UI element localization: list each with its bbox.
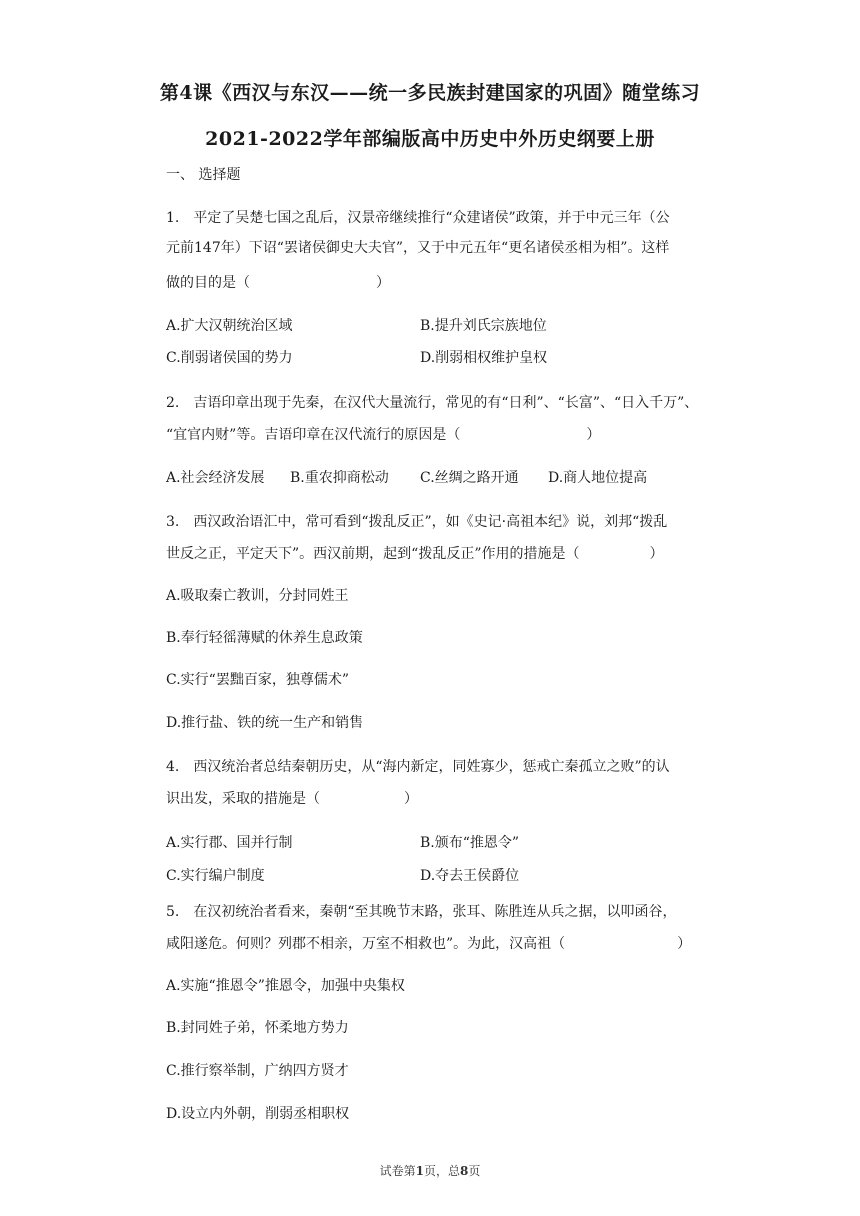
question-1-line-3: 做的目的是（ ）: [166, 275, 390, 291]
question-2-line-2: “宜官内财”等。吉语印章在汉代流行的原因是（ ）: [166, 427, 601, 443]
question-2-line-1: 2. 吉语印章出现于先秦，在汉代大量流行，常见的有“日利”、“长富”、“日入千万”、: [166, 395, 699, 411]
question-2-option-b: B.重农抑商松动: [290, 470, 389, 486]
question-4-option-c: C.实行编户制度: [166, 868, 265, 884]
question-5-line-2: 咸阳遂危。何则？列郡不相亲，万室不相救也”。为此，汉高祖（ ）: [166, 936, 692, 952]
question-3-option-a: A.吸取秦亡教训，分封同姓王: [166, 588, 349, 604]
question-5-option-b: B.封同姓子弟，怀柔地方势力: [166, 1020, 349, 1036]
question-4-option-a: A.实行郡、国并行制: [166, 835, 293, 851]
question-1-line-2: 元前147年）下诏“罢诸侯御史大夫官”，又于中元五年“更名诸侯丞相为相”。这样: [166, 240, 670, 256]
question-4-option-b: B.颁布“推恩令”: [420, 835, 520, 851]
question-5-option-d: D.设立内外朝，削弱丞相职权: [166, 1106, 350, 1122]
question-2-option-c: C.丝绸之路开通: [420, 470, 519, 486]
question-2-option-a: A.社会经济发展: [166, 470, 265, 486]
footer-total-pages: 8: [460, 1164, 469, 1178]
question-5-line-1: 5. 在汉初统治者看来，秦朝“至其晚节末路，张耳、陈胜连从兵之据，以叩函谷，: [166, 904, 677, 920]
page-subtitle: 2021-2022学年部编版高中历史中外历史纲要上册: [205, 128, 655, 150]
question-3-option-c: C.实行“罢黜百家，独尊儒术”: [166, 672, 349, 688]
footer-page-number: 1: [415, 1164, 424, 1178]
question-1-option-c: C.削弱诸侯国的势力: [166, 350, 293, 366]
footer-prefix: 试卷第: [379, 1164, 416, 1178]
question-4-line-1: 4. 西汉统治者总结秦朝历史，从“海内新定，同姓寡少，惩戒亡秦孤立之败”的认: [166, 759, 670, 775]
question-3-line-2: 世反之正，平定天下”。西汉前期，起到“拨乱反正”作用的措施是（ ）: [166, 546, 664, 562]
question-5-option-a: A.实施“推恩令”推恩令，加强中央集权: [166, 978, 405, 994]
section-heading: 一、 选择题: [166, 167, 241, 183]
question-4-line-2: 识出发，采取的措施是（ ）: [166, 791, 418, 807]
question-3-line-1: 3. 西汉政治语汇中，常可看到“拨乱反正”，如《史记·高祖本纪》说，刘邦“拨乱: [166, 514, 668, 530]
question-4-option-d: D.夺去王侯爵位: [420, 868, 520, 884]
footer-suffix: 页: [468, 1164, 481, 1178]
question-2-option-d: D.商人地位提高: [548, 470, 648, 486]
question-1-option-a: A.扩大汉朝统治区域: [166, 318, 293, 334]
footer-middle: 页，总: [423, 1164, 460, 1178]
question-3-option-b: B.奉行轻徭薄赋的休养生息政策: [166, 630, 363, 646]
question-5-option-c: C.推行察举制，广纳四方贤才: [166, 1063, 349, 1079]
page-title: 第4课《西汉与东汉——统一多民族封建国家的巩固》随堂练习: [159, 82, 701, 104]
page-footer: [0, 1162, 860, 1179]
question-3-option-d: D.推行盐、铁的统一生产和销售: [166, 715, 364, 731]
question-1-option-d: D.削弱相权维护皇权: [420, 350, 548, 366]
question-1-line-1: 1. 平定了吴楚七国之乱后，汉景帝继续推行“众建诸侯”政策，并于中元三年（公: [166, 210, 670, 226]
question-1-option-b: B.提升刘氏宗族地位: [420, 318, 547, 334]
